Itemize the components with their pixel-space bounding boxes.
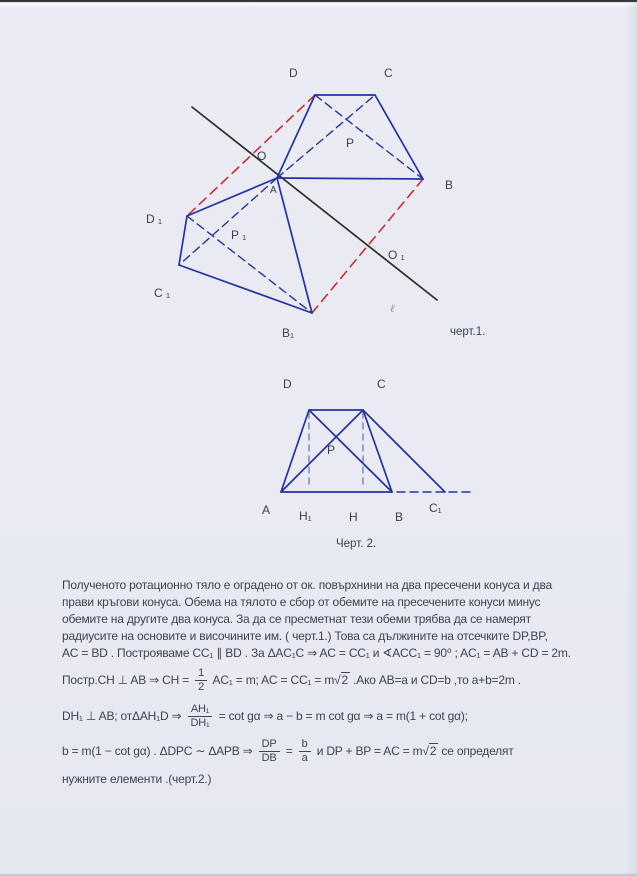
scan-edge-bottom <box>0 872 637 876</box>
text-run: DH₁ ⊥ AB; отΔAH₁D ⇒ <box>62 708 185 723</box>
solution-line-8 <box>62 734 607 768</box>
figure2-label-A: A <box>262 503 271 517</box>
figure2-edge <box>363 410 445 492</box>
figure1-edge <box>277 95 375 178</box>
figure1-label-P: P <box>346 136 355 150</box>
fraction-numerator: AH₁ <box>188 703 212 716</box>
figure1-edge <box>187 95 315 216</box>
fraction-denominator: DH₁ <box>190 716 210 729</box>
text-run: .Ако AB=a и CD=b ,то a+b=2m . <box>350 672 521 687</box>
figure1-label-O1: O ₁ <box>388 248 405 262</box>
figure2-edge <box>281 410 309 492</box>
figure1-edge <box>179 178 277 265</box>
figure1-edge <box>375 95 423 179</box>
figure2-label-H: H <box>349 510 358 524</box>
figure2-label-B: B <box>395 510 404 524</box>
text-run: Постр.CH ⊥ AB ⇒ CH = <box>62 672 193 687</box>
solution-line-2 <box>62 594 607 611</box>
solution-line-4 <box>62 628 607 645</box>
figure2-edge <box>363 410 392 492</box>
radicand: 2 <box>341 672 349 687</box>
figure1-edge <box>187 216 312 313</box>
figure1-label-A: A <box>270 185 277 196</box>
fraction <box>299 738 311 763</box>
fraction <box>259 738 280 763</box>
figure1-label-B1: B₁ <box>282 326 295 340</box>
figure1-edge <box>277 95 315 178</box>
solution-text <box>62 577 607 788</box>
figure2-label-H1: H₁ <box>299 509 312 523</box>
text-run: обемите на другите два конуса. За да се пресметнат тези обеми трябва да се намерят <box>62 612 531 626</box>
fraction-denominator: DB <box>261 751 277 764</box>
text-run: прави кръгови конуса. Обема на тялото е сбор от обемите на пресечените конуси минус <box>62 595 541 609</box>
figure1-edge <box>315 95 423 179</box>
solution-line-3 <box>62 611 607 628</box>
figure1-edge <box>179 265 312 313</box>
figure2-label-D: D <box>283 377 292 391</box>
figure1-label-axis-l: ℓ <box>390 302 395 315</box>
fraction-numerator: b <box>299 738 311 751</box>
text-run: нужните елементи .(черт.2.) <box>62 772 212 786</box>
figure1-label-P1: P ₁ <box>231 228 247 242</box>
text-run: = cot gα ⇒ a − b = m cot gα ⇒ a = m(1 + cot gα); <box>215 708 468 723</box>
figure1-label-O: O <box>257 149 267 163</box>
figure2-label-C1: C₁ <box>429 501 442 515</box>
text-run: b = m(1 − cot gα) . ΔDPC ∼ ΔAPB ⇒ <box>62 743 256 758</box>
figure1-label-C1: C ₁ <box>154 286 171 300</box>
figure1-label-B: B <box>445 178 454 192</box>
text-run: AC₁ = m; AC = CC₁ = m <box>210 672 335 687</box>
figure2-caption: Черт. 2. <box>336 538 377 550</box>
figure1-label-D1: D ₁ <box>146 212 163 226</box>
figure1-label-C: C <box>384 66 393 80</box>
text-run: радиусите на основите и височините им. ( черт.1.) Това са дължините на отсечките DP,BP, <box>62 629 548 643</box>
fraction-numerator: DP <box>259 738 280 751</box>
text-run: = <box>282 743 296 758</box>
solution-line-6 <box>62 662 607 698</box>
solution-line-9 <box>62 771 607 788</box>
figure1-edge <box>192 107 437 300</box>
figure1-label-D: D <box>289 66 298 80</box>
solution-line-5 <box>62 645 607 662</box>
radicand: 2 <box>429 743 437 758</box>
fraction-numerator: 1 <box>195 667 207 680</box>
fraction-denominator: a <box>301 751 308 764</box>
text-run: Полученото ротационно тяло е оградено от ок. повърхнини на два пресечени конуса и два <box>62 578 552 592</box>
fraction <box>188 703 213 728</box>
solution-line-1 <box>62 577 607 594</box>
fraction <box>195 667 207 692</box>
text-run: AC = BD . Построяваме CC₁ ∥ BD . За ΔAC₁C ⇒ AC = CC₁ и ∢ACC₁ = 90⁰ ; AC₁ = AB + CD = 2m. <box>62 646 571 660</box>
figure2-label-P: P <box>327 443 336 457</box>
figure1-edge <box>187 178 277 216</box>
text-run: и DP + BP = AC = m <box>313 743 423 758</box>
figure1-edge <box>179 216 187 265</box>
figure1-caption: черт.1. <box>450 326 486 338</box>
fraction-denominator: 2 <box>198 680 205 693</box>
radical: √2 <box>334 672 349 687</box>
solution-line-7 <box>62 698 607 734</box>
figure2-label-C: C <box>377 377 386 391</box>
text-run: се определят <box>438 743 514 758</box>
radical: √2 <box>422 743 437 758</box>
figure1-edge <box>277 178 423 179</box>
